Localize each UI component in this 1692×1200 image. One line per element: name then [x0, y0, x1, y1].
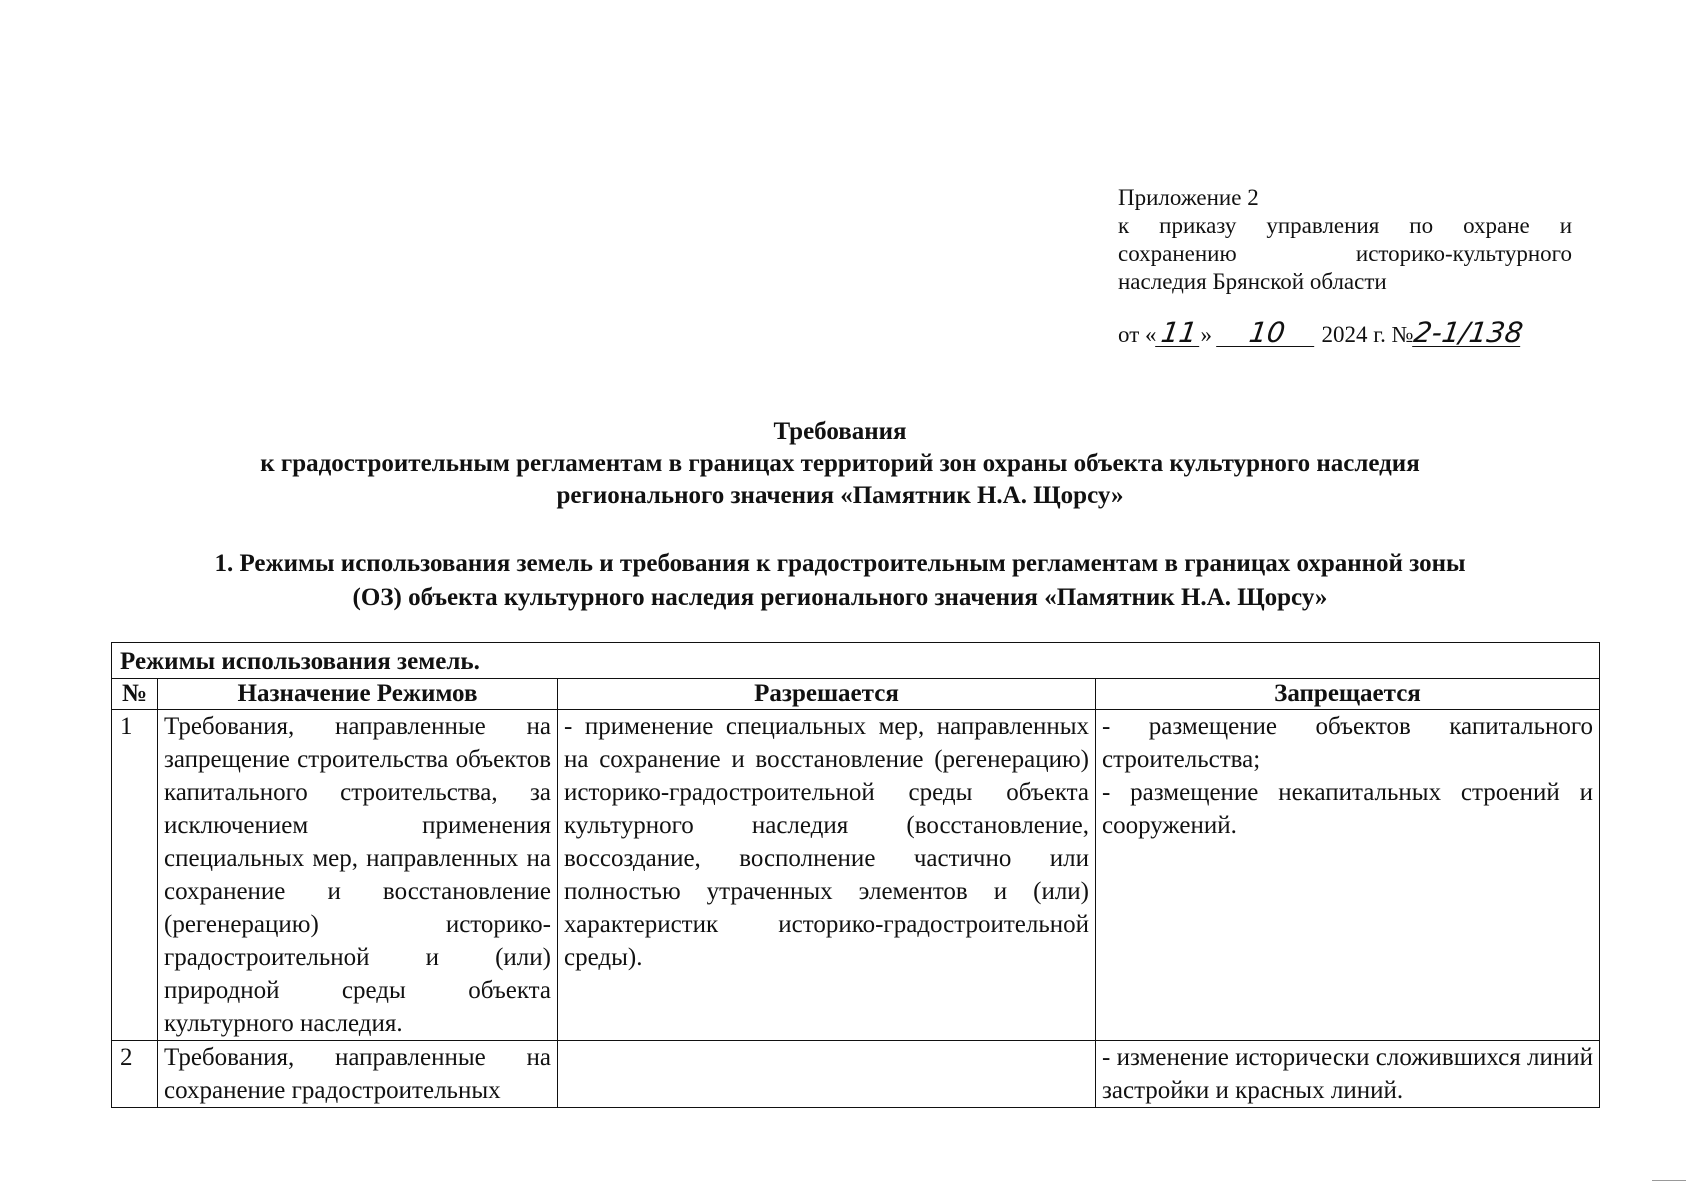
scan-edge-mark — [1652, 1180, 1686, 1181]
section-heading-line-2: (ОЗ) объекта культурного наследия регионального значения «Памятник Н.А. Щорсу» — [352, 584, 1328, 611]
year-and-number-label: 2024 г. № — [1321, 322, 1414, 347]
appendix-region-line: наследия Брянской области — [1118, 269, 1387, 294]
date-quote-close: » — [1200, 322, 1212, 347]
section-heading-line-1: 1. Режимы использования земель и требования к градостроительным регламентам в границах охранной зоны — [214, 550, 1466, 577]
row-purpose: Требования, направленные на запрещение строительства объектов капитального строительства, за исключением применения специальных мер, направленных на сохранение и восстановление (регенерацию) историко-градостроительной и (или) природной среды объекта культурного наследия. — [158, 710, 558, 1041]
table-caption: Режимы использования земель. — [112, 643, 1600, 679]
handwritten-order-number: 2-1/138 — [1411, 316, 1525, 349]
order-date-number-line — [1118, 318, 1588, 352]
row-number: 1 — [112, 710, 158, 1041]
header-number: № — [112, 679, 158, 710]
forbidden-item: - размещение некапитальных строений и сооружений. — [1102, 779, 1594, 839]
row-forbidden — [1096, 1041, 1600, 1108]
appendix-department-line: сохранению историко-культурного — [1118, 241, 1572, 266]
date-prefix: от « — [1118, 322, 1157, 347]
handwritten-day: 11 — [1155, 320, 1203, 347]
table-row — [112, 710, 1600, 1041]
appendix-order-line: к приказу управления по охране и — [1118, 213, 1572, 238]
row-number: 2 — [112, 1041, 158, 1108]
row-allowed: - применение специальных мер, направленных на сохранение и восстановление (регенерацию) историко-градостроительной среды объекта культурного наследия (восстановление, воссоздание, восполнение частично или полностью утраченных элементов и (или) характеристик историко-градостроительной среды). — [558, 710, 1096, 1041]
land-use-regimes-table — [111, 642, 1600, 1108]
title-line-3: регионального значения «Памятник Н.А. Щорсу» — [556, 482, 1124, 509]
document-title — [110, 416, 1570, 512]
header-purpose: Назначение Режимов — [158, 679, 558, 710]
handwritten-month: 10 — [1216, 320, 1318, 347]
row-allowed — [558, 1041, 1096, 1108]
appendix-block — [1118, 184, 1572, 296]
row-purpose: Требования, направленные на сохранение градостроительных — [158, 1041, 558, 1108]
table-caption-row — [112, 643, 1600, 679]
table-row — [112, 1041, 1600, 1108]
section-heading — [110, 547, 1570, 615]
table-header-row — [112, 679, 1600, 710]
forbidden-item: - размещение объектов капитального строительства; — [1102, 713, 1594, 773]
appendix-title: Приложение 2 — [1118, 185, 1259, 210]
row-forbidden — [1096, 710, 1600, 1041]
title-line-2: к градостроительным регламентам в границах территорий зон охраны объекта культурного наследия — [260, 450, 1420, 477]
title-line-1: Требования — [773, 418, 907, 445]
header-allowed: Разрешается — [558, 679, 1096, 710]
header-forbidden: Запрещается — [1096, 679, 1600, 710]
forbidden-item: - изменение исторически сложившихся линий застройки и красных линий. — [1102, 1044, 1594, 1104]
